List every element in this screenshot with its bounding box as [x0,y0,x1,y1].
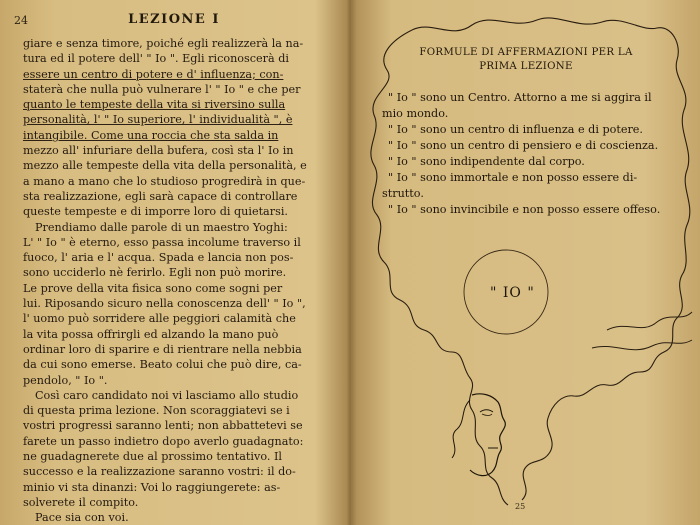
text-line: ne guadagnerete due al prossimo tentativo. Il [23,450,282,464]
face-hair [452,400,470,458]
aura-wisp [592,340,692,350]
text-line: a mano a mano che lo studioso progredirà in que- [23,174,306,188]
text-line-underlined: personalità, l' " Io superiore, l' individualità ", è [23,113,293,127]
affirmation-item: " Io " sono un centro di pensiero e di coscienza. [388,139,659,152]
page-number: 24 [14,14,28,27]
text-line: pendolo, " Io ". [23,373,108,387]
text-line: mezzo alle tempeste della vita della personalità, e [23,159,307,173]
text-line: L' " Io " è eterno, esso passa incolume traverso il [23,235,301,249]
text-line-underlined: intangibile. Come una roccia che sta salda in [23,128,279,142]
text-line: Così caro candidato noi vi lasciamo allo studio [35,388,299,402]
text-line: Le prove della vita fisica sono come sogni per [23,281,283,295]
text-line: sta realizzazione, egli sarà capace di controllare [23,189,298,203]
face-eye [482,414,492,416]
page-number: 25 [515,502,526,511]
text-line: tura ed il potere dell' " Io ". Egli riconoscerà di [23,52,289,66]
text-line: giare e senza timore, poiché egli realizzerà la na- [23,37,304,50]
text-line: minio vi sta dinanzi: Voi lo raggiungerete: as- [23,480,281,494]
text-line: queste tempeste e di imporre loro di quietarsi. [23,205,288,219]
text-line: vostri progressi saranno lenti; non abbattetevi se [23,419,303,433]
io-center-label: " IO " [490,285,535,301]
text-line: ordinar loro di sparire e di rientrare nella nebbia [23,342,302,356]
text-line: fuoco, l' aria e l' acqua. Spada e lancia non pos- [23,251,294,265]
title-line: PRIMA LEZIONE [479,61,573,72]
text-line: l' uomo può sorridere alle peggiori calamità che [23,312,296,326]
text-line: successo e la realizzazione saranno vostri: il do- [23,465,296,479]
text-line: da cui sono emerse. Beato colui che può dire, ca- [23,358,302,372]
text-line-underlined: quanto le tempeste della vita si riversino sulla [23,98,286,112]
title-line: FORMULE DI AFFERMAZIONI PER LA [419,47,633,58]
face-eye [480,410,493,412]
affirmation-item: " Io " sono invincibile e non posso essere offeso. [388,203,661,216]
text-line: farete un passo indietro dopo averlo guadagnato: [23,434,304,448]
running-head: LEZIONE I [128,12,220,27]
text-line: staterà che nulla può vulnerare l' " Io " e che per [23,82,301,96]
text-line: solverete il compito. [23,495,139,509]
text-line: la vita possa offrirgli ed alzando la mano può [23,327,279,341]
text-line: mezzo all' infuriare della bufera, così sta l' Io in [23,144,294,158]
aura-head-illustration [352,0,700,525]
text-line-underlined: essere un centro di potere e d' influenza; con- [23,67,284,81]
left-page-body [23,36,323,525]
affirmations-list [382,90,688,218]
text-line: sono ucciderlo nè ferirlo. Egli non può morire. [23,266,287,280]
affirmation-item-continued: strutto. [382,187,424,200]
affirmations-title [367,46,685,74]
affirmation-item-continued: mio mondo. [382,107,449,120]
text-line: lui. Riposando sicuro nella conoscenza dell' " Io ", [23,297,306,311]
affirmation-item: " Io " sono immortale e non posso essere di- [388,171,638,184]
text-line: Pace sia con voi. [35,511,129,525]
affirmation-item: " Io " sono indipendente dal corpo. [388,155,585,168]
affirmation-item: " Io " sono un Centro. Attorno a me si aggira il [388,91,652,104]
text-line: Prendiamo dalle parole di un maestro Yoghi: [35,220,288,234]
right-page [352,0,700,525]
text-line: di questa prima lezione. Non scoraggiatevi se i [23,404,290,418]
left-page [0,0,348,525]
affirmation-item: " Io " sono un centro di influenza e di potere. [388,123,643,136]
